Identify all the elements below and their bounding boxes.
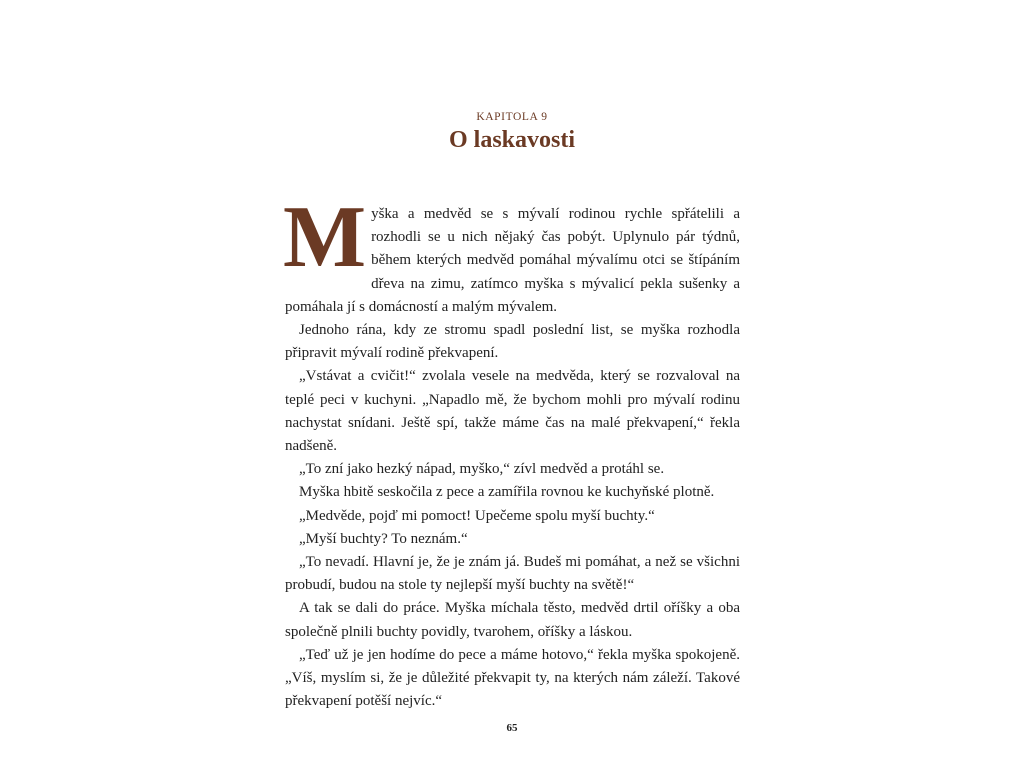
page-number: 65 <box>506 722 518 734</box>
paragraph-1-text: yška a medvěd se s mývalí rodinou rychle spřátelili a rozhodli se u nich nějaký čas pobýt. Uplynulo pár týdnů, během kterých medvěd pomáhal mývalímu otci se štípáním dřeva na zimu, zatímco myška s mývalicí pekla sušenky a pomáhala jí s domácností a malým mývalem. <box>285 206 740 315</box>
paragraph-1 <box>283 189 740 319</box>
paragraph-8: „To nevadí. Hlavní je, že je znám já. Budeš mi pomáhat, a než se všichni probudí, budou na stole ty nejlepší myší buchty na světě!“ <box>285 554 740 594</box>
paragraph-4: „To zní jako hezký nápad, myško,“ zívl medvěd a protáhl se. <box>299 461 665 478</box>
chapter-label: KAPITOLA 9 <box>476 111 548 123</box>
paragraph-9: A tak se dali do práce. Myška míchala těsto, medvěd drtil oříšky a oba společně plnili buchty povidly, tvarohem, oříšky a láskou. <box>285 600 740 640</box>
paragraph-2: Jednoho rána, kdy ze stromu spadl poslední list, se myška rozhodla připravit mývalí rodině překvapení. <box>285 322 740 362</box>
paragraph-5: Myška hbitě seskočila z pece a zamířila rovnou ke kuchyňské plotně. <box>299 484 715 501</box>
chapter-title: O laskavosti <box>448 127 576 153</box>
paragraph-3: „Vstávat a cvičit!“ zvolala vesele na medvěda, který se rozvaloval na teplé peci v kuchyni. „Napadlo mě, že bychom mohli pro mývalí rodinu nachystat snídani. Ještě spí, takže máme čas na malé překvapení,“ řekla nadšeně. <box>285 368 740 455</box>
paragraph-6: „Medvěde, pojď mi pomoct! Upečeme spolu myší buchty.“ <box>299 507 655 524</box>
paragraph-10: „Teď už je jen hodíme do pece a máme hotovo,“ řekla myška spokojeně. „Víš, myslím si, že je důležité překvapit ty, na kterých nám záleží. Takové překvapení potěší nejvíc.“ <box>285 646 740 710</box>
chapter-text <box>283 189 740 713</box>
drop-cap: M <box>283 189 367 286</box>
paragraph-7: „Myší buchty? To neznám.“ <box>299 530 468 547</box>
